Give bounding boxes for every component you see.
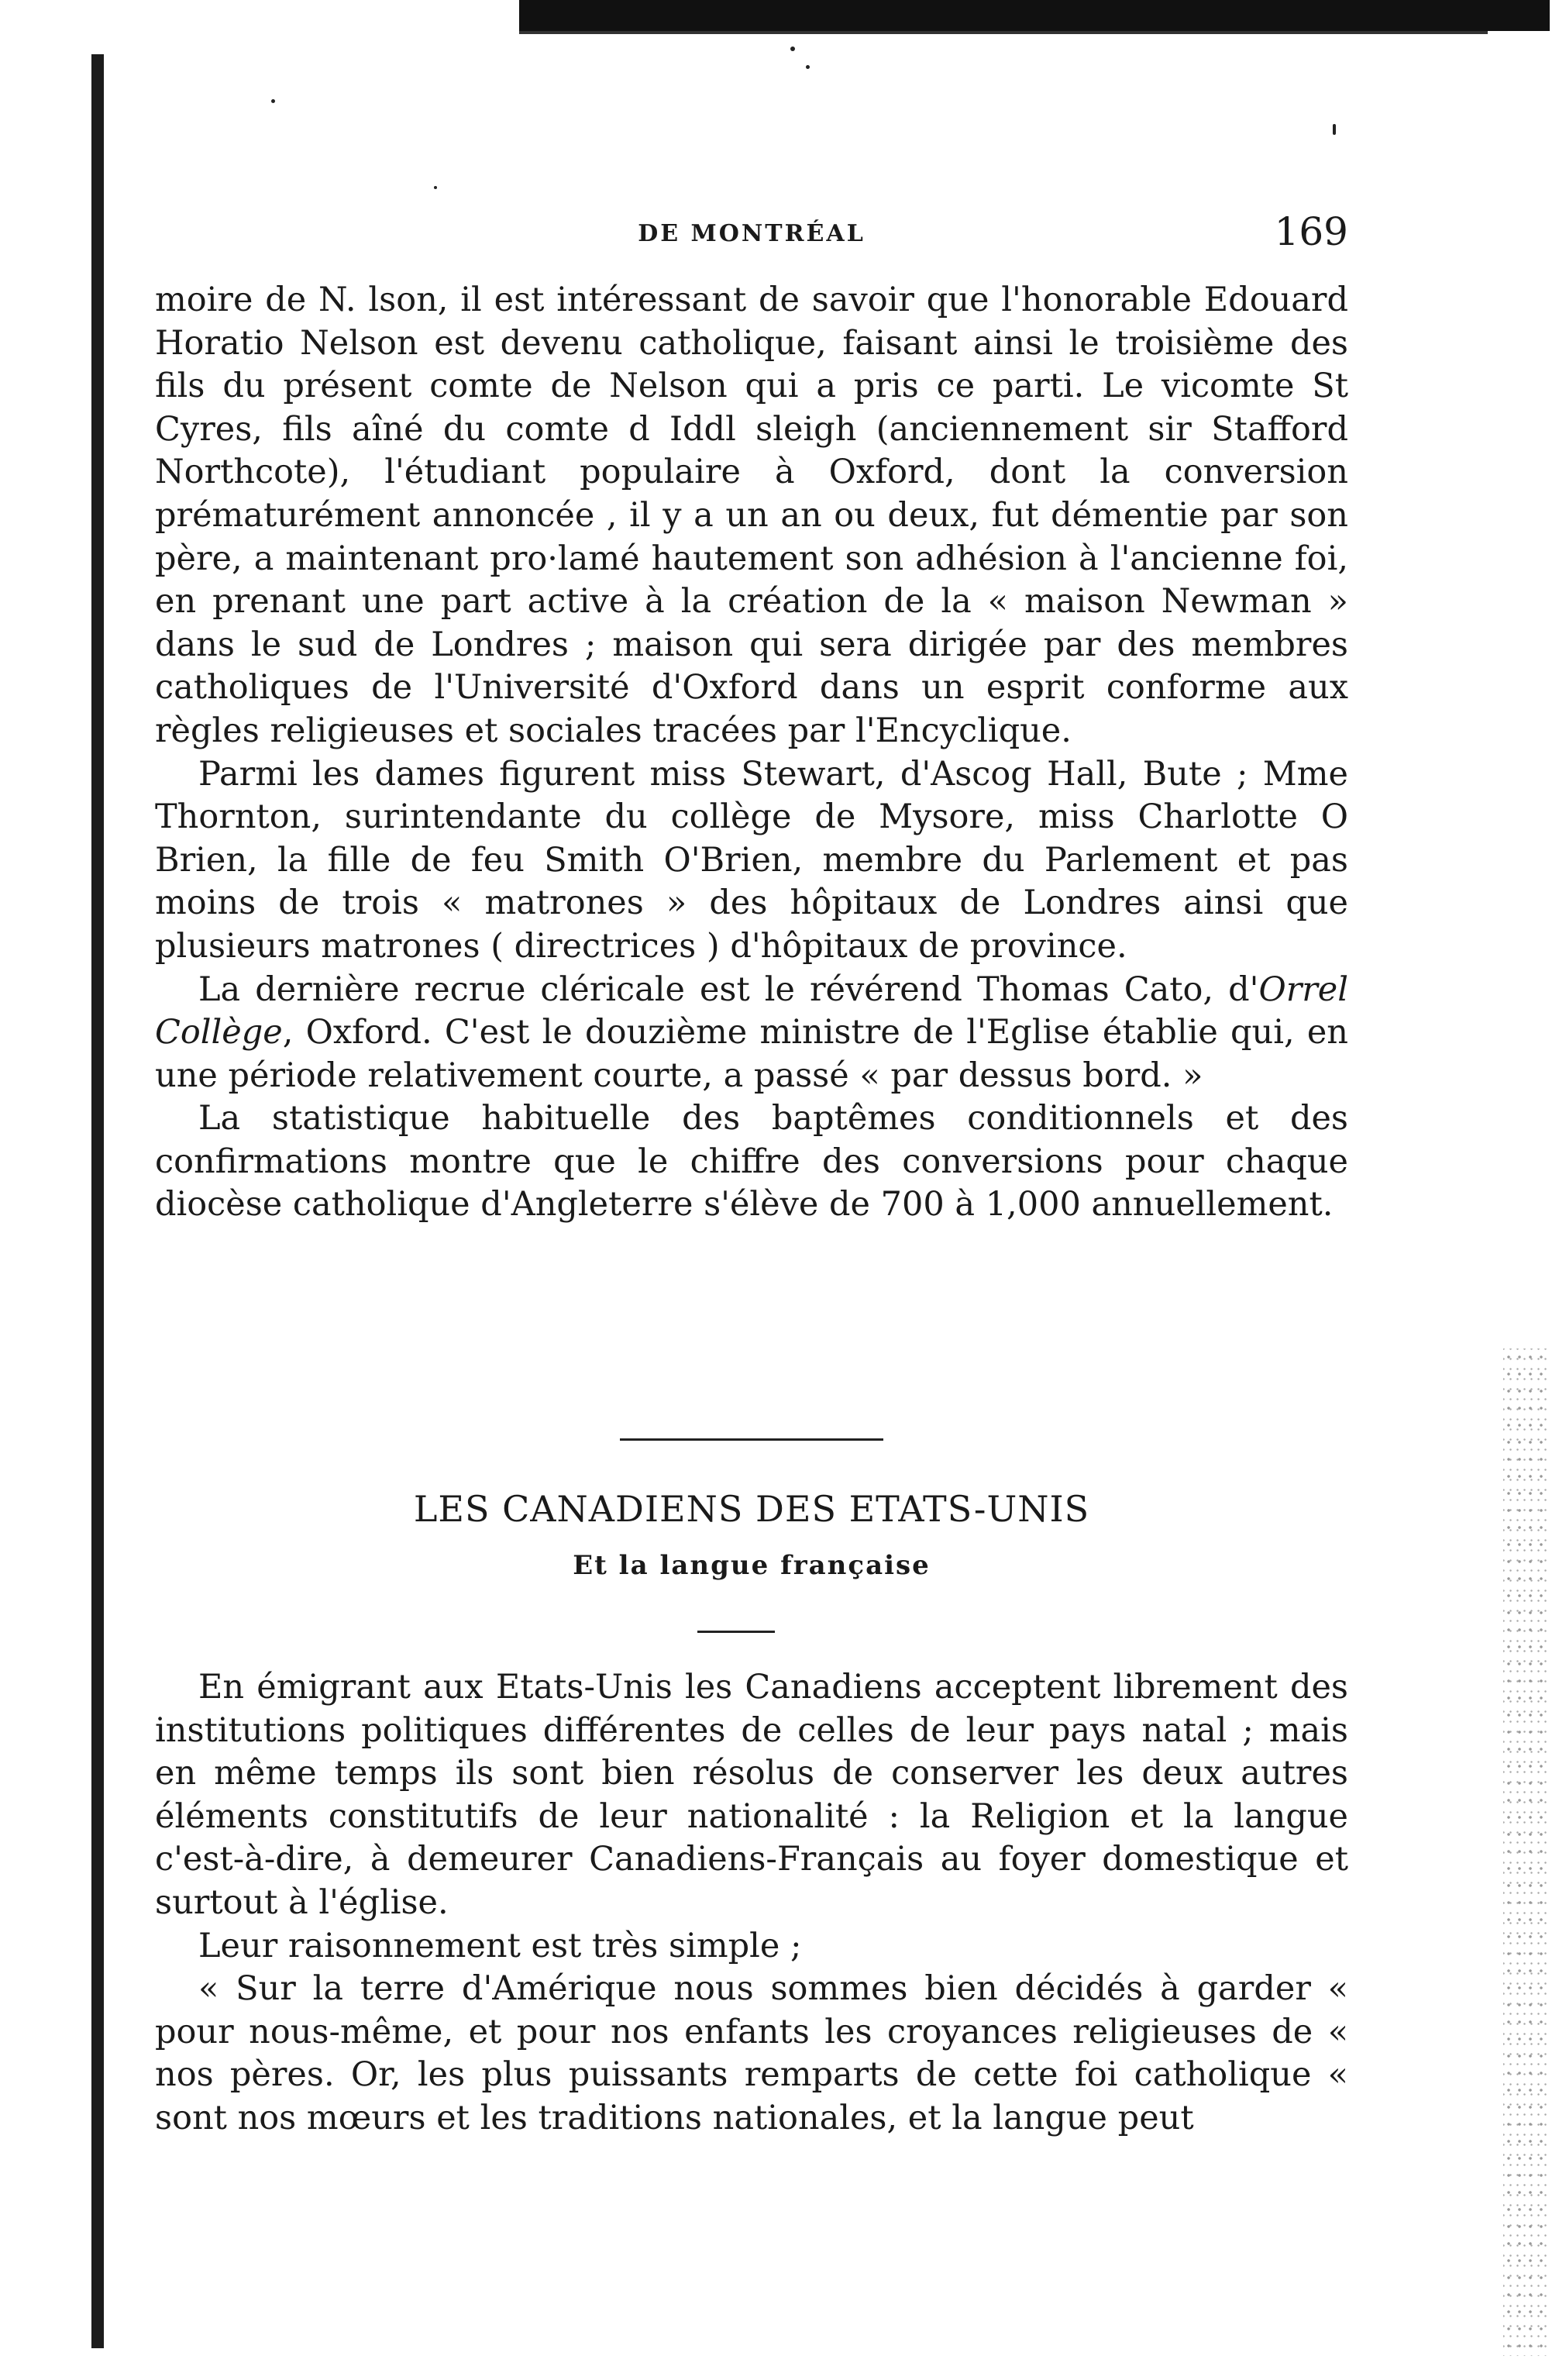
scan-speck: [790, 46, 795, 51]
right-edge-scan-noise: [1503, 1348, 1550, 2356]
college-name-italic: Orrel Collège: [155, 970, 1348, 1052]
paragraph: moire de N. lson, il est intéressant de savoir que l'honorable Edouard Horatio Nelson est devenu catholique, faisant ainsi le troisième des fils du présent comte de Nelson qui a pris ce parti. Le vicomte St Cyres, fils aîné du comte d Iddl sleigh (anciennement sir Stafford Northcote), l'étudiant populaire à Oxford, dont la conversion prématurément annoncée , il y a un an ou deux, fut démentie par son père, a maintenant pro·lamé hautement son adhésion à l'ancienne foi, en prenant une part active à la création de la « maison Newman » dans le sud de Londres ; maison qui sera dirigée par des membres catholiques de l'Université d'Oxford dans un esprit conforme aux règles religieuses et sociales tracées par l'Encyclique.: [155, 281, 1348, 750]
paragraph: « Sur la terre d'Amérique nous sommes bien décidés à garder « pour nous-même, et pour nos enfants les croyances religieuses de « nos pères. Or, les plus puissants remparts de cette foi catholique « sont nos mœurs et les traditions nationales, et la langue peut: [155, 1969, 1348, 2137]
paragraph-text: La dernière recrue cléricale est le révérend Thomas Cato, d': [198, 970, 1259, 1009]
top-scan-border-thin: [519, 31, 1488, 34]
paragraph: Leur raisonnement est très simple ;: [198, 1926, 802, 1965]
paragraph: [155, 969, 1348, 1098]
scan-speck: [271, 99, 275, 103]
section-subtitle: Et la langue française: [573, 1550, 931, 1581]
scan-speck: [434, 186, 437, 189]
paragraph: Parmi les dames figurent miss Stewart, d'Ascog Hall, Bute ; Mme Thornton, surintendante du collège de Mysore, miss Charlotte O Brien, la fille de feu Smith O'Brien, membre du Parlement et pas moins de trois « matrones » des hôpitaux de Londres ainsi que plusieurs matrones ( directrices ) d'hôpitaux de province.: [155, 754, 1348, 966]
scan-speck: [806, 65, 810, 69]
paragraph: En émigrant aux Etats-Unis les Canadiens acceptent librement des institutions politiques différentes de celles de leur pays natal ; mais en même temps ils sont bien résolus de conserver les deux autres éléments constitutifs de leur nationalité : la Religion et la langue c'est-à-dire, à demeurer Canadiens-Français au foyer domestique et surtout à l'église.: [155, 1668, 1348, 1922]
section-divider-top: [620, 1438, 883, 1441]
scan-speck: [1333, 124, 1336, 135]
paragraph: La statistique habituelle des baptêmes conditionnels et des confirmations montre que le chiffre des conversions pour chaque diocèse catholique d'Angleterre s'élève de 700 à 1,000 annuellement.: [155, 1099, 1348, 1224]
section-title: LES CANADIENS DES ETATS-UNIS: [413, 1488, 1090, 1530]
top-scan-border: [519, 0, 1550, 31]
paragraph-text: , Oxford. C'est le douzième ministre de l'Eglise établie qui, en une période relativement courte, a passé « par dessus bord. »: [155, 1013, 1348, 1095]
left-scan-border: [91, 54, 104, 2348]
running-title: DE MONTRÉAL: [638, 220, 866, 247]
page-number: 169: [1274, 209, 1348, 254]
article-2-body: [155, 1666, 1348, 2141]
article-1-body: [155, 279, 1348, 1227]
section-divider-bottom: [697, 1631, 775, 1633]
running-head: [155, 209, 1348, 263]
